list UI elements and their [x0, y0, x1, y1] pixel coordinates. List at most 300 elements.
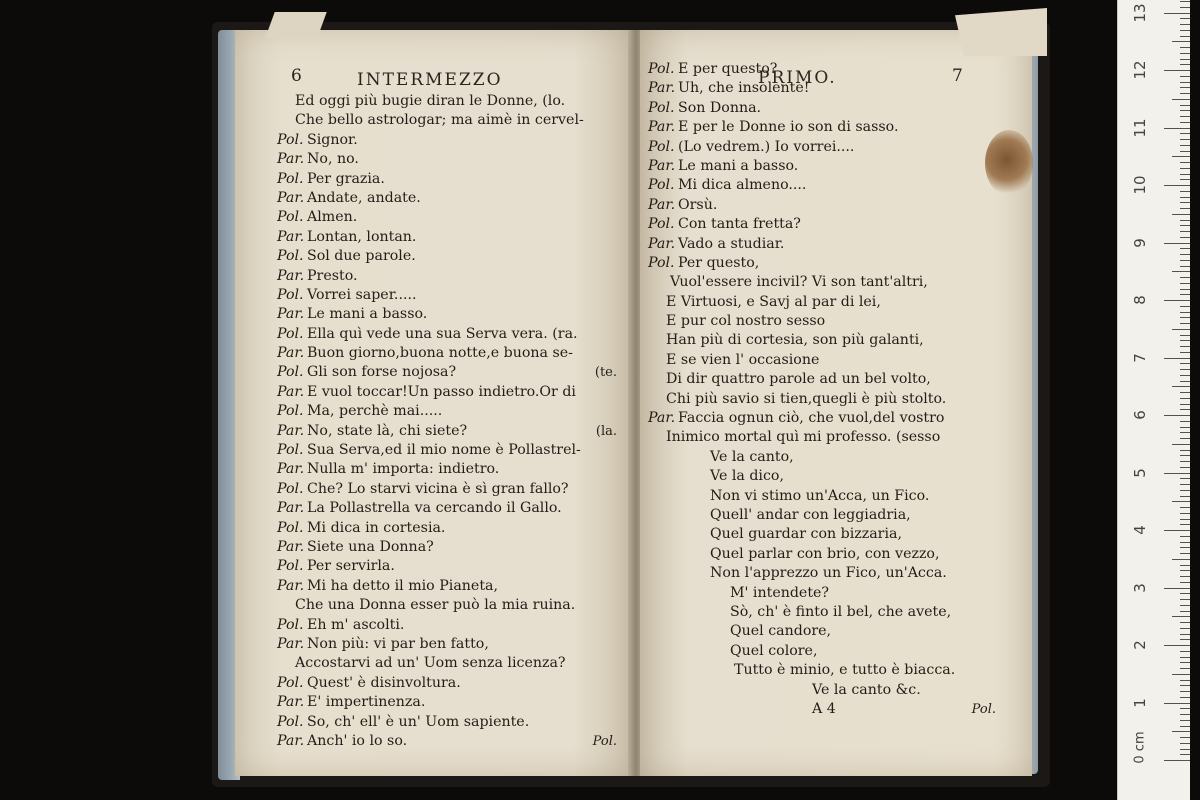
- ruler-tick: [1180, 628, 1190, 629]
- line-text: E vuol toccar!Un passo indietro.Or di: [307, 383, 576, 400]
- ruler-tick: [1164, 185, 1190, 186]
- ruler-tick: [1180, 421, 1190, 422]
- ruler-tick: [1180, 737, 1190, 738]
- ruler-tick: [1180, 542, 1190, 543]
- line-text: Inimico mortal quì mi professo. (sesso: [666, 429, 941, 446]
- speaker-label: Pol.: [277, 131, 304, 148]
- ruler-tick: [1180, 381, 1190, 382]
- speaker-label: Pol.: [277, 713, 304, 730]
- ruler-tick: [1180, 312, 1190, 313]
- ruler-tick: [1172, 41, 1190, 42]
- line-text: La Pollastrella va cercando il Gallo.: [307, 500, 562, 517]
- line-text: Per servirla.: [307, 558, 395, 575]
- text-line: [648, 661, 996, 680]
- speaker-label: Pol.: [277, 519, 304, 536]
- ruler-tick: [1180, 197, 1190, 198]
- ruler-tick: [1180, 697, 1190, 698]
- torn-page-corner-right: [955, 8, 1047, 56]
- text-line: [277, 247, 617, 266]
- ruler-tick: [1180, 507, 1190, 508]
- ruler-tick: [1180, 668, 1190, 669]
- ruler-tick: [1180, 122, 1190, 123]
- ruler-tick: [1180, 7, 1190, 8]
- ruler-tick: [1164, 70, 1190, 71]
- text-line: [277, 460, 617, 479]
- ruler-tick: [1180, 662, 1190, 663]
- ruler-number: 3: [1131, 582, 1149, 593]
- measurement-ruler: [1117, 0, 1190, 800]
- ruler-tick: [1180, 622, 1190, 623]
- ruler-tick: [1180, 76, 1190, 77]
- ruler-tick: [1180, 639, 1190, 640]
- ruler-tick: [1180, 306, 1190, 307]
- ruler-tick: [1180, 685, 1190, 686]
- text-line: [277, 499, 617, 518]
- margin-note: Pol.: [592, 733, 617, 749]
- line-text: E per questo?: [678, 61, 778, 77]
- ruler-tick: [1180, 335, 1190, 336]
- text-line: [648, 196, 996, 215]
- ruler-tick: [1180, 657, 1190, 658]
- ruler-tick: [1180, 277, 1190, 278]
- ruler-tick: [1180, 593, 1190, 594]
- ruler-tick: [1180, 133, 1190, 134]
- speaker-label: Par.: [277, 267, 305, 284]
- ruler-tick: [1180, 179, 1190, 180]
- text-line: [648, 603, 996, 622]
- speaker-label: Pol.: [648, 138, 675, 155]
- ruler-tick: [1180, 565, 1190, 566]
- ruler-tick: [1180, 59, 1190, 60]
- line-text: Di dir quattro parole ad un bel volto,: [666, 371, 931, 388]
- ruler-tick: [1180, 18, 1190, 19]
- ruler-tick: [1180, 220, 1190, 221]
- ruler-tick: [1180, 398, 1190, 399]
- line-text: Mi dica in cortesia.: [307, 519, 446, 536]
- text-line: [648, 138, 996, 157]
- text-line: [277, 344, 617, 363]
- ruler-tick: [1180, 404, 1190, 405]
- ruler-tick: [1180, 283, 1190, 284]
- line-text: Ella quì vede una sua Serva vera. (ra.: [307, 325, 578, 342]
- ruler-tick: [1180, 754, 1190, 755]
- text-line: [277, 519, 617, 538]
- text-line: [648, 254, 996, 273]
- line-text: (Lo vedrem.) Io vorrei....: [678, 138, 855, 155]
- ruler-tick: [1180, 352, 1190, 353]
- line-text: Ve la canto &c.: [812, 681, 921, 698]
- left-text-block: [277, 92, 617, 751]
- ruler-tick: [1180, 392, 1190, 393]
- ruler-tick: [1180, 202, 1190, 203]
- line-text: Vorrei saper.....: [307, 286, 417, 303]
- line-text: Quel candore,: [730, 623, 832, 640]
- line-text: Le mani a basso.: [678, 157, 799, 174]
- ruler-tick: [1164, 300, 1190, 301]
- speaker-label: Par.: [648, 80, 676, 97]
- line-text: A 4: [812, 700, 836, 717]
- ruler-tick: [1180, 225, 1190, 226]
- ruler-tick: [1164, 358, 1190, 359]
- ruler-tick: [1172, 271, 1190, 272]
- ruler-tick: [1180, 478, 1190, 479]
- ruler-tick: [1180, 346, 1190, 347]
- ruler-tick: [1180, 743, 1190, 744]
- line-text: Son Donna.: [678, 99, 762, 116]
- text-line: [277, 422, 617, 441]
- ruler-tick: [1180, 450, 1190, 451]
- ruler-tick: [1180, 691, 1190, 692]
- ruler-tick: [1172, 329, 1190, 330]
- text-line: [277, 402, 617, 421]
- line-text: E per le Donne io son di sasso.: [678, 119, 899, 136]
- speaker-label: Par.: [277, 189, 305, 206]
- text-line: [648, 622, 996, 641]
- left-page-number: 6: [291, 66, 302, 86]
- text-line: [648, 467, 996, 486]
- text-line: [648, 351, 996, 370]
- speaker-label: Par.: [277, 151, 305, 168]
- text-line: [648, 584, 996, 603]
- ruler-tick: [1172, 616, 1190, 617]
- text-line: [648, 273, 996, 292]
- ruler-number: 12: [1131, 60, 1149, 80]
- ruler-tick: [1180, 369, 1190, 370]
- speaker-label: Par.: [277, 732, 305, 749]
- ruler-tick: [1180, 151, 1190, 152]
- speaker-label: Pol.: [648, 254, 675, 271]
- ruler-tick: [1180, 375, 1190, 376]
- speaker-label: Pol.: [277, 209, 304, 226]
- ruler-tick: [1180, 105, 1190, 106]
- line-text: Che una Donna esser può la mia ruina.: [295, 597, 576, 614]
- ruler-tick: [1180, 317, 1190, 318]
- ruler-tick: [1180, 714, 1190, 715]
- line-text: Presto.: [307, 267, 358, 284]
- line-text: Orsù.: [678, 196, 718, 213]
- text-line: [277, 286, 617, 305]
- ruler-tick: [1180, 254, 1190, 255]
- ruler-number: 5: [1131, 467, 1149, 478]
- ruler-number: 6: [1131, 410, 1149, 420]
- right-page: [640, 30, 1032, 776]
- ruler-tick: [1180, 570, 1190, 571]
- ruler-tick: [1180, 599, 1190, 600]
- line-text: Nulla m' importa: indietro.: [307, 461, 500, 478]
- line-text: Han più di cortesia, son più galanti,: [666, 332, 924, 349]
- ruler-number: 1: [1131, 697, 1149, 708]
- text-line: [277, 305, 617, 324]
- line-text: Lontan, lontan.: [307, 228, 417, 245]
- text-line: [277, 383, 617, 402]
- ruler-tick: [1180, 490, 1190, 491]
- ruler-tick: [1172, 674, 1190, 675]
- ruler-number: 8: [1131, 295, 1149, 305]
- text-line: [277, 557, 617, 576]
- margin-note: (la.: [595, 423, 617, 439]
- speaker-label: Pol.: [277, 674, 304, 691]
- line-text: Buon giorno,buona notte,e buona se-: [307, 345, 573, 362]
- ruler-tick: [1180, 536, 1190, 537]
- speaker-label: Par.: [277, 694, 305, 711]
- text-line: [648, 487, 996, 506]
- text-line: [277, 267, 617, 286]
- ruler-tick: [1180, 651, 1190, 652]
- ruler-tick: [1164, 588, 1190, 589]
- line-text: Vuol'essere incivil? Vi son tant'altri,: [670, 274, 928, 291]
- speaker-label: Pol.: [648, 61, 675, 77]
- ruler-tick: [1180, 340, 1190, 341]
- speaker-label: Par.: [277, 538, 305, 555]
- line-text: Che bello astrologar; ma aimè in cervel-: [295, 112, 584, 129]
- line-text: Per grazia.: [307, 170, 385, 187]
- ruler-tick: [1180, 231, 1190, 232]
- line-text: Eh m' ascolti.: [307, 616, 405, 633]
- left-page: [235, 30, 633, 776]
- speaker-label: Par.: [277, 345, 305, 362]
- ruler-tick: [1172, 444, 1190, 445]
- text-line: [277, 577, 617, 596]
- text-line: [648, 545, 996, 564]
- text-line: [277, 325, 617, 344]
- line-text: Quell' andar con leggiadria,: [710, 506, 911, 523]
- text-line: [648, 235, 996, 254]
- speaker-label: Par.: [648, 235, 676, 252]
- ruler-tick: [1180, 294, 1190, 295]
- ruler-tick: [1180, 726, 1190, 727]
- ruler-tick: [1180, 409, 1190, 410]
- ruler-tick: [1180, 162, 1190, 163]
- text-line: [277, 693, 617, 712]
- ruler-number: 9: [1131, 237, 1149, 248]
- speaker-label: Pol.: [277, 558, 304, 575]
- text-line: [277, 538, 617, 557]
- ruler-tick: [1172, 501, 1190, 502]
- line-text: Ed oggi più bugie diran le Donne, (lo.: [295, 93, 566, 109]
- right-page-number: 7: [952, 66, 963, 86]
- speaker-label: Pol.: [277, 170, 304, 187]
- text-line: [648, 370, 996, 389]
- line-text: Faccia ognun ciò, che vuol,del vostro: [678, 410, 945, 427]
- ruler-tick: [1180, 237, 1190, 238]
- speaker-label: Pol.: [648, 216, 675, 233]
- line-text: Non vi stimo un'Acca, un Fico.: [710, 487, 930, 504]
- line-text: Per questo,: [678, 254, 760, 271]
- ruler-tick: [1180, 524, 1190, 525]
- line-text: E' impertinenza.: [307, 694, 426, 711]
- line-text: E se vien l' occasione: [666, 351, 820, 368]
- line-text: E pur col nostro sesso: [666, 313, 826, 330]
- ruler-tick: [1180, 582, 1190, 583]
- ruler-tick: [1164, 128, 1190, 129]
- speaker-label: Pol.: [277, 286, 304, 303]
- text-line: [277, 732, 617, 751]
- ruler-tick: [1180, 432, 1190, 433]
- ruler-tick: [1180, 1, 1190, 2]
- text-line: [648, 409, 996, 428]
- speaker-label: Par.: [277, 577, 305, 594]
- text-line: [648, 99, 996, 118]
- text-line: [648, 312, 996, 331]
- ruler-tick: [1180, 680, 1190, 681]
- text-line: [648, 60, 996, 79]
- line-text: Uh, che insolente!: [678, 80, 810, 97]
- text-line: [648, 681, 996, 700]
- text-line: [277, 92, 617, 111]
- line-text: Non più: vi par ben fatto,: [307, 635, 489, 652]
- text-line: [648, 331, 996, 350]
- line-text: Sua Serva,ed il mio nome è Pollastrel-: [307, 442, 581, 459]
- line-text: Gli son forse nojosa?: [307, 364, 457, 381]
- text-line: [648, 700, 996, 719]
- speaker-label: Par.: [277, 383, 305, 400]
- line-text: Con tanta fretta?: [678, 216, 801, 233]
- line-text: Ve la dico,: [710, 468, 784, 485]
- line-text: Almen.: [307, 209, 358, 226]
- speaker-label: Par.: [648, 157, 676, 174]
- speaker-label: Par.: [277, 635, 305, 652]
- text-line: [277, 480, 617, 499]
- text-line: [648, 79, 996, 98]
- line-text: Quest' è disinvoltura.: [307, 674, 461, 691]
- ruler-tick: [1180, 611, 1190, 612]
- ruler-tick: [1180, 461, 1190, 462]
- speaker-label: Pol.: [277, 616, 304, 633]
- ruler-tick: [1180, 519, 1190, 520]
- ruler-unit-label: 0 cm: [1132, 731, 1148, 764]
- margin-note: (te.: [594, 365, 617, 381]
- ruler-tick: [1180, 36, 1190, 37]
- text-line: [648, 176, 996, 195]
- ruler-number: 11: [1131, 117, 1149, 138]
- speaker-label: Par.: [277, 306, 305, 323]
- ruler-tick: [1180, 576, 1190, 577]
- text-line: [277, 674, 617, 693]
- line-text: Ma, perchè mai.....: [307, 403, 443, 420]
- ruler-tick: [1180, 438, 1190, 439]
- right-running-head: PRIMO.: [758, 68, 837, 88]
- text-line: [277, 228, 617, 247]
- line-text: Anch' io lo so.: [307, 732, 408, 749]
- speaker-label: Pol.: [277, 403, 304, 420]
- text-line: [277, 363, 617, 382]
- speaker-label: Pol.: [648, 177, 675, 194]
- ruler-tick: [1180, 64, 1190, 65]
- text-line: [277, 189, 617, 208]
- ruler-tick: [1180, 191, 1190, 192]
- text-line: [277, 635, 617, 654]
- ruler-tick: [1164, 760, 1190, 761]
- text-line: [648, 157, 996, 176]
- ruler-tick: [1164, 530, 1190, 531]
- ruler-tick: [1180, 484, 1190, 485]
- text-line: [648, 428, 996, 447]
- speaker-label: Par.: [648, 410, 676, 427]
- speaker-label: Par.: [277, 422, 305, 439]
- ruler-number: 4: [1131, 525, 1149, 535]
- text-line: [277, 131, 617, 150]
- speaker-label: Par.: [277, 500, 305, 517]
- ruler-number: 10: [1131, 175, 1149, 195]
- text-line: [277, 208, 617, 227]
- ruler-tick: [1172, 214, 1190, 215]
- text-line: [277, 150, 617, 169]
- text-line: [277, 596, 617, 615]
- line-text: E Virtuosi, e Savj al par di lei,: [666, 293, 881, 310]
- text-line: [648, 390, 996, 409]
- line-text: Non l'apprezzo un Fico, un'Acca.: [710, 565, 947, 582]
- ruler-tick: [1180, 47, 1190, 48]
- ruler-tick: [1180, 427, 1190, 428]
- ruler-tick: [1164, 703, 1190, 704]
- text-line: [648, 448, 996, 467]
- text-line: [648, 564, 996, 583]
- ruler-tick: [1180, 455, 1190, 456]
- ruler-number: 2: [1131, 640, 1149, 650]
- ruler-tick: [1180, 110, 1190, 111]
- ruler-tick: [1164, 243, 1190, 244]
- speaker-label: Par.: [648, 119, 676, 136]
- ruler-tick: [1180, 82, 1190, 83]
- ruler-tick: [1180, 266, 1190, 267]
- speaker-label: Pol.: [648, 99, 675, 116]
- line-text: Quel parlar con brio, con vezzo,: [710, 545, 940, 562]
- ruler-number: 7: [1131, 352, 1149, 363]
- line-text: Signor.: [307, 131, 358, 148]
- ruler-tick: [1164, 645, 1190, 646]
- line-text: Chi più savio si tien,quegli è più stolto.: [666, 390, 947, 407]
- speaker-label: Pol.: [277, 364, 304, 381]
- ruler-tick: [1180, 260, 1190, 261]
- text-line: [648, 293, 996, 312]
- line-text: Mi ha detto il mio Pianeta,: [307, 577, 498, 594]
- ruler-tick: [1180, 93, 1190, 94]
- ruler-tick: [1180, 168, 1190, 169]
- text-line: [648, 118, 996, 137]
- line-text: Mi dica almeno....: [678, 177, 807, 194]
- speaker-label: Par.: [277, 461, 305, 478]
- line-text: No, no.: [307, 151, 359, 168]
- ruler-tick: [1180, 145, 1190, 146]
- ruler-tick: [1180, 208, 1190, 209]
- line-text: Andate, andate.: [307, 189, 421, 206]
- text-line: [648, 506, 996, 525]
- ruler-tick: [1180, 30, 1190, 31]
- right-text-block: [648, 60, 996, 719]
- speaker-label: Pol.: [277, 325, 304, 342]
- line-text: No, state là, chi siete?: [307, 422, 468, 439]
- speaker-label: Pol.: [277, 442, 304, 459]
- ruler-tick: [1180, 605, 1190, 606]
- ruler-tick: [1172, 559, 1190, 560]
- speaker-label: Par.: [277, 228, 305, 245]
- ruler-tick: [1180, 174, 1190, 175]
- line-text: Sol due parole.: [307, 248, 416, 265]
- line-text: Ve la canto,: [710, 448, 794, 465]
- ruler-tick: [1180, 289, 1190, 290]
- text-line: [277, 616, 617, 635]
- ruler-tick: [1180, 708, 1190, 709]
- torn-page-corner-left: [265, 12, 326, 38]
- line-text: M' intendete?: [730, 584, 830, 601]
- text-line: [277, 654, 617, 673]
- ruler-tick: [1180, 53, 1190, 54]
- ruler-tick: [1180, 547, 1190, 548]
- ruler-tick: [1172, 731, 1190, 732]
- ruler-tick: [1180, 248, 1190, 249]
- line-text: So, ch' ell' è un' Uom sapiente.: [307, 713, 530, 730]
- line-text: Quel guardar con bizzaria,: [710, 526, 902, 543]
